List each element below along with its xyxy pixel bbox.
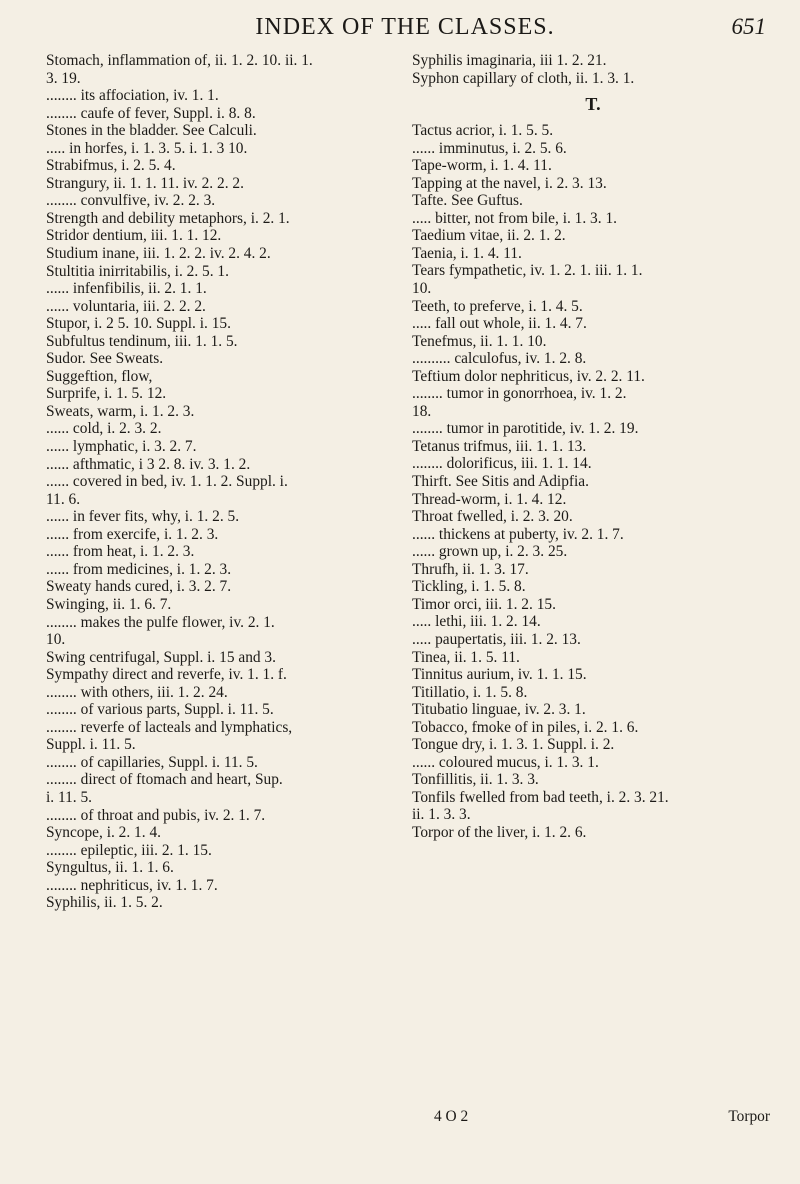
index-entry: ...... lymphatic, i. 3. 2. 7. (46, 438, 197, 456)
index-entry: ........ epileptic, iii. 2. 1. 15. (46, 841, 212, 859)
index-entry: ........ its affociation, iv. 1. 1. (46, 87, 219, 105)
index-entry: ........ direct of ftomach and heart, Sup. (46, 771, 283, 789)
index-entry: ...... imminutus, i. 2. 5. 6. (412, 139, 567, 157)
index-entry: ...... grown up, i. 2. 3. 25. (412, 543, 568, 561)
page-header (44, 14, 766, 42)
index-entry: Syphilis, ii. 1. 5. 2. (46, 894, 163, 912)
index-entry: Strangury, ii. 1. 1. 11. iv. 2. 2. 2. (46, 174, 244, 192)
index-entry: Tinnitus aurium, iv. 1. 1. 15. (412, 666, 587, 684)
index-column-left (46, 52, 400, 912)
index-entry: Timor orci, iii. 1. 2. 15. (412, 595, 556, 613)
index-entry: ...... from exercife, i. 1. 2. 3. (46, 525, 219, 543)
index-entry: ........ with others, iii. 1. 2. 24. (46, 683, 228, 701)
index-entry: Stomach, inflammation of, ii. 1. 2. 10. ii. 1. (46, 52, 313, 69)
running-title: INDEX OF THE CLASSES. (255, 14, 555, 40)
index-entry: ..... bitter, not from bile, i. 1. 3. 1. (412, 209, 617, 227)
index-entry: Stones in the bladder. See Calculi. (46, 122, 257, 140)
index-entry: ..... paupertatis, iii. 1. 2. 13. (412, 630, 581, 648)
index-entry: Syphon capillary of cloth, ii. 1. 3. 1. (412, 69, 635, 87)
index-entry: 11. 6. (46, 490, 81, 508)
index-entry: Studium inane, iii. 1. 2. 2. iv. 2. 4. 2. (46, 245, 271, 263)
index-entry: Taenia, i. 1. 4. 11. (412, 244, 522, 262)
index-entry: Throat fwelled, i. 2. 3. 20. (412, 508, 573, 526)
index-entry: Tactus acrior, i. 1. 5. 5. (412, 122, 554, 140)
index-entry: Tapping at the navel, i. 2. 3. 13. (412, 174, 607, 192)
index-entry: ........ tumor in gonorrhoea, iv. 1. 2. (412, 385, 627, 403)
index-entry: Swing centrifugal, Suppl. i. 15 and 3. (46, 648, 276, 666)
index-entry: Thrufh, ii. 1. 3. 17. (412, 560, 529, 578)
index-entry: Suggeftion, flow, (46, 367, 153, 385)
index-entry: Titillatio, i. 1. 5. 8. (412, 683, 528, 701)
index-entry: Stultitia inirritabilis, i. 2. 5. 1. (46, 262, 229, 280)
index-entry: Tape-worm, i. 1. 4. 11. (412, 157, 552, 175)
page-number: 651 (731, 14, 766, 39)
index-entry: ........ tumor in parotitide, iv. 1. 2. 19. (412, 420, 639, 438)
index-column-right (412, 52, 774, 842)
index-entry: Sudor. See Sweats. (46, 350, 164, 368)
index-entry: Tonfillitis, ii. 1. 3. 3. (412, 771, 539, 789)
index-entry: Tetanus trifmus, iii. 1. 1. 13. (412, 437, 587, 455)
index-entry: ........ nephriticus, iv. 1. 1. 7. (46, 876, 218, 894)
index-entry: ...... coloured mucus, i. 1. 3. 1. (412, 753, 599, 771)
index-entry: Stridor dentium, iii. 1. 1. 12. (46, 227, 222, 245)
index-entry: ...... infenfibilis, ii. 2. 1. 1. (46, 280, 207, 298)
index-entry: Stupor, i. 2 5. 10. Suppl. i. 15. (46, 315, 231, 333)
index-entry: ...... thickens at puberty, iv. 2. 1. 7. (412, 525, 624, 543)
index-entry: ..... lethi, iii. 1. 2. 14. (412, 613, 541, 631)
index-entry: ..... in horfes, i. 1. 3. 5. i. 1. 3 10. (46, 139, 248, 157)
index-entry: ...... voluntaria, iii. 2. 2. 2. (46, 297, 206, 315)
index-entry: Sweats, warm, i. 1. 2. 3. (46, 402, 195, 420)
index-entry: Thread-worm, i. 1. 4. 12. (412, 490, 567, 508)
index-entry: Tears fympathetic, iv. 1. 2. 1. iii. 1. 1. (412, 262, 643, 280)
index-entry: ...... covered in bed, iv. 1. 1. 2. Suppl. i. (46, 473, 288, 491)
index-entry: Torpor of the liver, i. 1. 2. 6. (412, 823, 587, 841)
index-entry: Suppl. i. 11. 5. (46, 736, 136, 754)
index-entry: ...... from medicines, i. 1. 2. 3. (46, 560, 232, 578)
index-entry: ii. 1. 3. 3. (412, 806, 471, 824)
index-entry: ...... in fever fits, why, i. 1. 2. 5. (46, 508, 240, 526)
index-entry: Tickling, i. 1. 5. 8. (412, 578, 526, 596)
index-entry: Swinging, ii. 1. 6. 7. (46, 595, 172, 613)
index-entry: ........ makes the pulfe flower, iv. 2. 1. (46, 613, 275, 631)
index-entry: Surprife, i. 1. 5. 12. (46, 385, 167, 403)
index-entry: Thirft. See Sitis and Adipfia. (412, 473, 589, 491)
index-entry: Titubatio linguae, iv. 2. 3. 1. (412, 701, 586, 719)
printer-signature: 4 O 2 (434, 1108, 469, 1125)
index-entry: Tinea, ii. 1. 5. 11. (412, 648, 520, 666)
index-entry: ...... afthmatic, i 3 2. 8. iv. 3. 1. 2. (46, 455, 251, 473)
index-entry: Tafte. See Guftus. (412, 192, 523, 210)
index-entry: 3. 19. (46, 69, 81, 87)
index-entry: Sympathy direct and reverfe, iv. 1. 1. f. (46, 666, 287, 684)
index-entry: ........ of various parts, Suppl. i. 11. 5. (46, 701, 274, 719)
catchword: Torpor (728, 1108, 770, 1125)
index-entry: Syngultus, ii. 1. 1. 6. (46, 859, 174, 877)
index-entry: ........ caufe of fever, Suppl. i. 8. 8. (46, 104, 256, 122)
index-entry: Teftium dolor nephriticus, iv. 2. 2. 11. (412, 367, 645, 385)
index-entry: 10. (412, 280, 432, 298)
index-entry: ........ dolorificus, iii. 1. 1. 14. (412, 455, 592, 473)
index-entry: ...... cold, i. 2. 3. 2. (46, 420, 162, 438)
index-entry: i. 11. 5. (46, 788, 93, 806)
section-letter: T. (585, 94, 601, 115)
index-entry: Taedium vitae, ii. 2. 1. 2. (412, 227, 566, 245)
index-entry: ..... fall out whole, ii. 1. 4. 7. (412, 315, 587, 333)
index-entry: .......... calculofus, iv. 1. 2. 8. (412, 350, 587, 368)
index-entry: Syphilis imaginaria, iii 1. 2. 21. (412, 52, 607, 69)
index-entry: Sweaty hands cured, i. 3. 2. 7. (46, 578, 232, 596)
page-footer (412, 1108, 774, 1128)
index-entry: Teeth, to preferve, i. 1. 4. 5. (412, 297, 583, 315)
index-entry: ........ of capillaries, Suppl. i. 11. 5. (46, 753, 258, 771)
index-entry: Tobacco, fmoke of in piles, i. 2. 1. 6. (412, 718, 639, 736)
index-entry: Syncope, i. 2. 1. 4. (46, 824, 161, 842)
index-entry: ........ of throat and pubis, iv. 2. 1. 7. (46, 806, 266, 824)
index-entry: Strength and debility metaphors, i. 2. 1. (46, 209, 290, 227)
index-entry: 10. (46, 631, 66, 649)
index-entry: ........ convulfive, iv. 2. 2. 3. (46, 192, 216, 210)
index-entry: 18. (412, 402, 432, 420)
index-entry: Subfultus tendinum, iii. 1. 1. 5. (46, 332, 238, 350)
index-entry: ...... from heat, i. 1. 2. 3. (46, 543, 195, 561)
index-entry: Tenefmus, ii. 1. 1. 10. (412, 332, 547, 350)
index-entry: Tonfils fwelled from bad teeth, i. 2. 3. 21. (412, 788, 669, 806)
index-entry: ........ reverfe of lacteals and lymphatics, (46, 718, 293, 736)
index-entry: Strabifmus, i. 2. 5. 4. (46, 157, 176, 175)
index-entry: Tongue dry, i. 1. 3. 1. Suppl. i. 2. (412, 736, 615, 754)
